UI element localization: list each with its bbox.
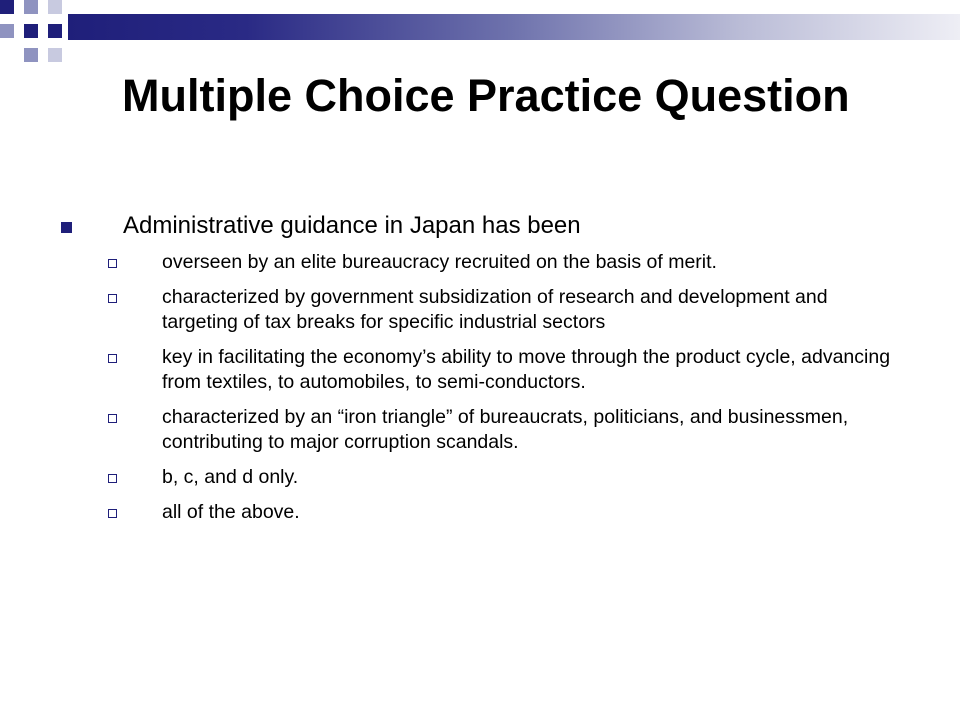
answer-option-text: all of the above. <box>162 501 300 523</box>
hollow-square-bullet-icon <box>108 474 117 483</box>
answer-option <box>58 405 908 455</box>
question-item <box>58 210 908 242</box>
decorative-square-icon <box>48 24 62 38</box>
hollow-square-bullet-icon <box>108 414 117 423</box>
hollow-square-bullet-icon <box>108 259 117 268</box>
answer-option-text: key in facilitating the economy’s ability to move through the product cycle, advancing from textiles, to automobiles, to semi-conductors. <box>162 346 891 393</box>
answer-option-text: overseen by an elite bureaucracy recruited on the basis of merit. <box>162 251 717 273</box>
slide-title: Multiple Choice Practice Question <box>122 70 850 121</box>
decorative-square-icon <box>24 0 38 14</box>
answer-option <box>58 500 908 525</box>
decorative-square-icon <box>48 48 62 62</box>
answer-option <box>58 285 908 335</box>
hollow-square-bullet-icon <box>108 509 117 518</box>
decorative-square-icon <box>24 48 38 62</box>
hollow-square-bullet-icon <box>108 294 117 303</box>
answer-option <box>58 250 908 275</box>
answer-option-text: b, c, and d only. <box>162 466 299 488</box>
header-gradient-bar <box>68 14 960 40</box>
header-decoration <box>0 0 960 60</box>
answer-option <box>58 345 908 395</box>
slide-body <box>58 210 908 535</box>
decorative-square-icon <box>0 24 14 38</box>
answer-option-text: characterized by an “iron triangle” of bureaucrats, politicians, and businessmen, contributing to major corruption scandals. <box>162 406 849 453</box>
hollow-square-bullet-icon <box>108 354 117 363</box>
decorative-square-icon <box>0 0 14 14</box>
answer-option <box>58 465 908 490</box>
question-text: Administrative guidance in Japan has been <box>123 212 581 239</box>
decorative-square-icon <box>48 0 62 14</box>
decorative-square-icon <box>24 24 38 38</box>
filled-square-bullet-icon <box>61 222 72 233</box>
answer-option-text: characterized by government subsidization of research and development and targeting of tax breaks for specific industrial sectors <box>162 286 828 333</box>
